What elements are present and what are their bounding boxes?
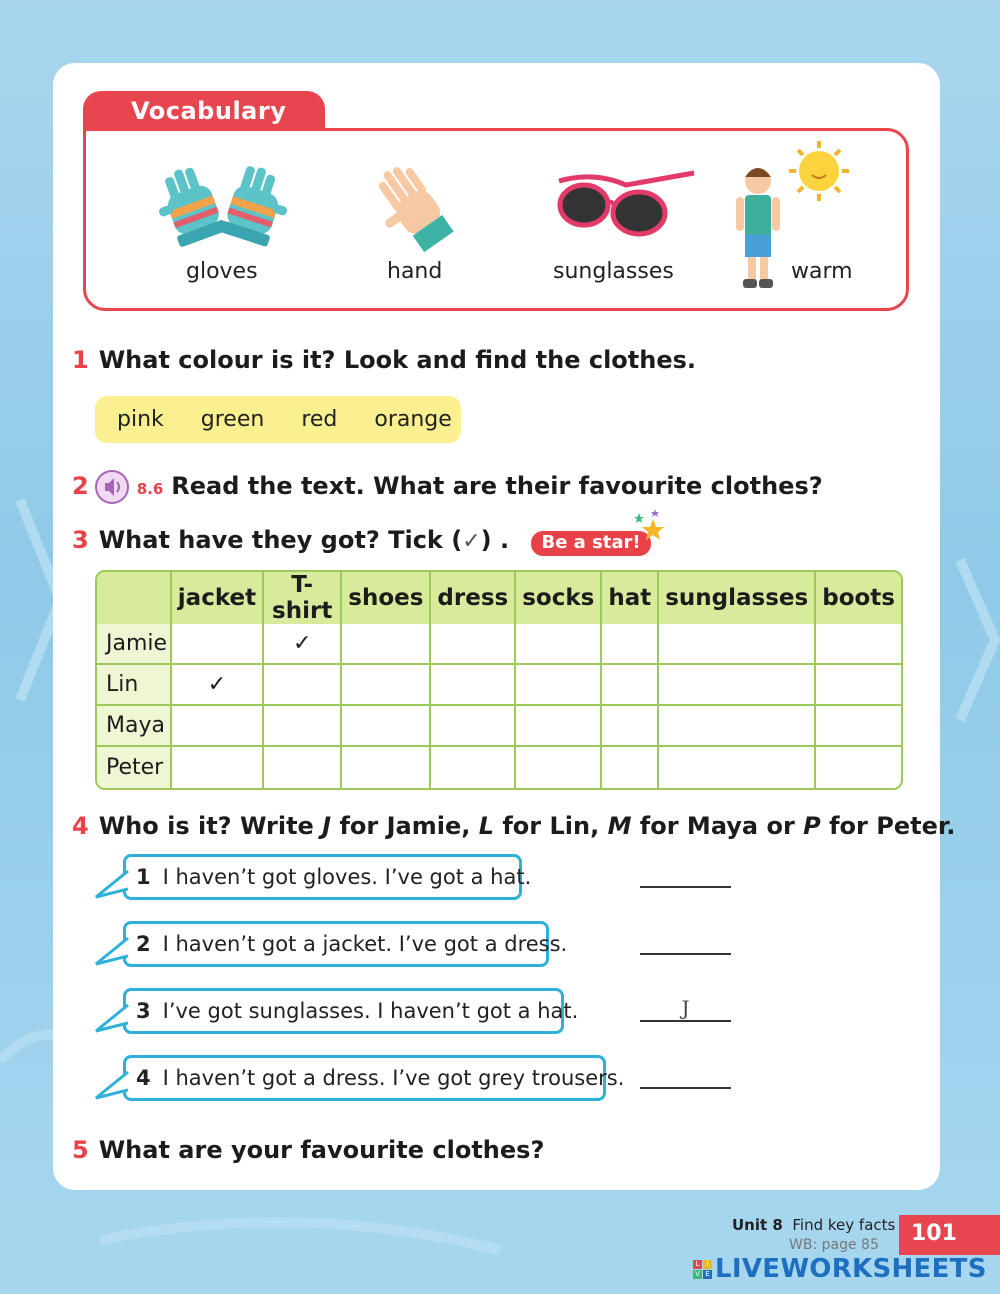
unit-label: Unit 8 bbox=[732, 1216, 783, 1234]
word-bank bbox=[95, 396, 461, 443]
exercise-4-number: 4 bbox=[72, 812, 89, 840]
audio-track-number: 8.6 bbox=[136, 480, 164, 498]
tick-cell[interactable] bbox=[516, 747, 602, 788]
table-row bbox=[97, 706, 901, 747]
tick-cell[interactable] bbox=[342, 665, 431, 706]
table-row bbox=[97, 665, 901, 706]
tick-cell[interactable] bbox=[659, 665, 816, 706]
exercise-3-text-end: ) . bbox=[480, 526, 510, 554]
exercise-4-text: for Maya or bbox=[631, 812, 804, 840]
unit-title: Find key facts bbox=[792, 1216, 896, 1234]
vocab-word-warm: warm bbox=[791, 259, 853, 284]
tick-cell[interactable] bbox=[659, 747, 816, 788]
liveworksheets-logo[interactable] bbox=[693, 1254, 987, 1284]
exercise-1-text: What colour is it? Look and find the clothes. bbox=[98, 346, 697, 374]
tick-cell[interactable] bbox=[816, 706, 901, 747]
tick-cell[interactable] bbox=[431, 624, 516, 665]
row-name: Lin bbox=[97, 665, 172, 706]
sunglasses-icon bbox=[554, 163, 699, 243]
speech-bubble bbox=[123, 1055, 625, 1101]
table-row bbox=[97, 747, 901, 788]
audio-play-icon[interactable] bbox=[95, 470, 129, 504]
answer-field[interactable] bbox=[640, 929, 731, 955]
word-bank-item: orange bbox=[374, 407, 452, 432]
word-bank-item: pink bbox=[117, 407, 164, 432]
tick-cell[interactable] bbox=[342, 624, 431, 665]
table-header-corner bbox=[97, 572, 172, 624]
exercise-5-title bbox=[72, 1136, 544, 1164]
table-header: dress bbox=[431, 572, 516, 624]
vocab-word-sunglasses: sunglasses bbox=[553, 259, 674, 284]
tick-cell[interactable] bbox=[516, 624, 602, 665]
exercise-3-text: What have they got? Tick ( bbox=[98, 526, 463, 554]
logo-letter: E bbox=[703, 1270, 712, 1279]
tick-cell[interactable] bbox=[602, 665, 659, 706]
sentence-text: I haven’t got a dress. I’ve got grey trousers. bbox=[162, 1066, 625, 1090]
clothes-table bbox=[95, 570, 903, 790]
exercise-1-title bbox=[72, 346, 696, 374]
tick-cell[interactable] bbox=[816, 665, 901, 706]
table-header: jacket bbox=[172, 572, 264, 624]
exercise-4-text: for Lin, bbox=[494, 812, 608, 840]
workbook-reference: WB: page 85 bbox=[789, 1237, 879, 1253]
gloves-icon bbox=[148, 159, 298, 249]
letter-m: M bbox=[607, 812, 632, 840]
table-header: boots bbox=[816, 572, 901, 624]
tick-cell[interactable] bbox=[516, 665, 602, 706]
letter-p: P bbox=[803, 812, 821, 840]
row-name: Peter bbox=[97, 747, 172, 788]
logo-squares-icon bbox=[693, 1260, 712, 1279]
exercise-5-text: What are your favourite clothes? bbox=[98, 1136, 545, 1164]
sentence-text: I haven’t got gloves. I’ve got a hat. bbox=[162, 865, 532, 889]
logo-letter: V bbox=[693, 1270, 702, 1279]
letter-l: L bbox=[478, 812, 494, 840]
exercise-4-text: Who is it? Write bbox=[98, 812, 323, 840]
tick-cell[interactable] bbox=[172, 706, 264, 747]
tick-cell[interactable] bbox=[659, 624, 816, 665]
tick-cell[interactable] bbox=[264, 747, 342, 788]
exercise-4-text: for Peter. bbox=[820, 812, 956, 840]
row-name: Jamie bbox=[97, 624, 172, 665]
tick-cell[interactable] bbox=[659, 706, 816, 747]
tick-cell[interactable] bbox=[816, 624, 901, 665]
tick-cell[interactable] bbox=[172, 624, 264, 665]
tick-cell[interactable] bbox=[602, 624, 659, 665]
exercise-3-number: 3 bbox=[72, 526, 89, 554]
answer-field[interactable] bbox=[640, 1063, 731, 1089]
table-header: hat bbox=[602, 572, 659, 624]
answer-field[interactable]: J bbox=[640, 996, 731, 1022]
vocab-word-gloves: gloves bbox=[186, 259, 258, 284]
tick-cell[interactable] bbox=[816, 747, 901, 788]
tick-cell[interactable] bbox=[431, 706, 516, 747]
sentence-number: 2 bbox=[136, 932, 151, 956]
tick-cell[interactable] bbox=[342, 747, 431, 788]
sentence-text: I’ve got sunglasses. I haven’t got a hat. bbox=[162, 999, 579, 1023]
table-row bbox=[97, 624, 901, 665]
bubble-tail-icon bbox=[94, 1001, 130, 1035]
tick-symbol-icon: ✓ bbox=[462, 529, 481, 554]
be-a-star-label: Be a star! bbox=[541, 532, 641, 553]
exercise-5-number: 5 bbox=[72, 1136, 89, 1164]
tick-cell[interactable] bbox=[431, 665, 516, 706]
table-header: socks bbox=[516, 572, 602, 624]
bubble-tail-icon bbox=[94, 1068, 130, 1102]
exercise-2-title bbox=[72, 470, 823, 504]
exercise-2-text: Read the text. What are their favourite clothes? bbox=[171, 472, 823, 500]
tick-cell[interactable] bbox=[264, 706, 342, 747]
table-header: T-shirt bbox=[264, 572, 342, 624]
table-header: sunglasses bbox=[659, 572, 816, 624]
tick-cell[interactable]: ✓ bbox=[172, 665, 264, 706]
bubble-tail-icon bbox=[94, 934, 130, 968]
sentence-number: 3 bbox=[136, 999, 151, 1023]
logo-letter: L bbox=[693, 1260, 702, 1269]
row-name: Maya bbox=[97, 706, 172, 747]
star-icon bbox=[629, 509, 665, 541]
exercise-3-title bbox=[72, 526, 651, 556]
sentence-text: I haven’t got a jacket. I’ve got a dress. bbox=[162, 932, 568, 956]
speech-bubble bbox=[123, 988, 579, 1034]
tick-cell[interactable] bbox=[516, 706, 602, 747]
answer-field[interactable] bbox=[640, 862, 731, 888]
vocabulary-box bbox=[83, 128, 909, 311]
word-bank-item: green bbox=[200, 407, 265, 432]
tick-cell[interactable] bbox=[602, 706, 659, 747]
sentence-number: 1 bbox=[136, 865, 151, 889]
vocabulary-tab: Vocabulary bbox=[83, 91, 325, 133]
letter-j: J bbox=[322, 812, 332, 840]
exercise-1-number: 1 bbox=[72, 346, 89, 374]
brand-name: LIVEWORKSHEETS bbox=[715, 1254, 987, 1284]
tick-cell[interactable] bbox=[342, 706, 431, 747]
footer-unit bbox=[732, 1216, 895, 1234]
exercise-2-number: 2 bbox=[72, 472, 89, 500]
exercise-4-text: for Jamie, bbox=[331, 812, 479, 840]
tick-cell[interactable] bbox=[172, 747, 264, 788]
tick-cell[interactable]: ✓ bbox=[264, 624, 342, 665]
tick-cell[interactable] bbox=[602, 747, 659, 788]
tick-cell[interactable] bbox=[264, 665, 342, 706]
page-number: 101 bbox=[899, 1215, 1000, 1255]
table-header-row bbox=[97, 572, 901, 624]
word-bank-item: red bbox=[301, 407, 338, 432]
vocab-word-hand: hand bbox=[387, 259, 443, 284]
exercise-4-title bbox=[72, 812, 955, 840]
speech-bubble bbox=[123, 854, 532, 900]
logo-letter: I bbox=[703, 1260, 712, 1269]
be-a-star-badge bbox=[531, 531, 650, 556]
tick-cell[interactable] bbox=[431, 747, 516, 788]
hand-icon bbox=[366, 159, 466, 254]
table-header: shoes bbox=[342, 572, 431, 624]
sentence-number: 4 bbox=[136, 1066, 151, 1090]
bubble-tail-icon bbox=[94, 867, 130, 901]
speech-bubble bbox=[123, 921, 568, 967]
